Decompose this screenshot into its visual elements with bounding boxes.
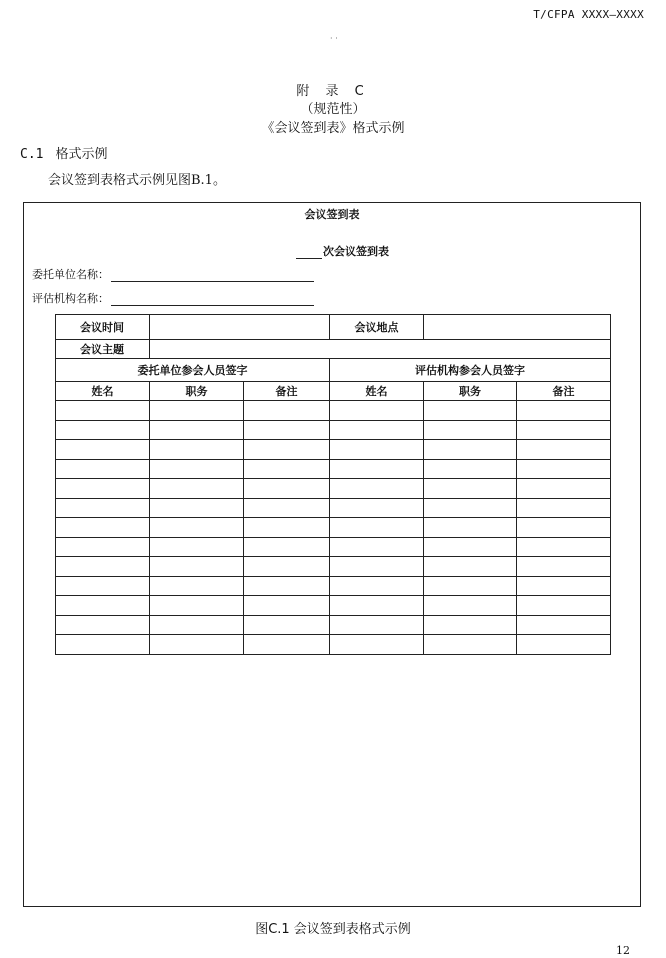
meeting-topic-label: 会议主题 bbox=[56, 340, 150, 359]
blank-row bbox=[56, 401, 611, 421]
blank-cell bbox=[517, 615, 611, 635]
blank-cell bbox=[56, 440, 150, 460]
blank-cell bbox=[150, 635, 244, 655]
col-remark-1: 备注 bbox=[244, 382, 330, 401]
blank-cell bbox=[517, 576, 611, 596]
col-name-2: 姓名 bbox=[330, 382, 424, 401]
blank-cell bbox=[330, 420, 424, 440]
blank-cell bbox=[56, 498, 150, 518]
blank-cell bbox=[244, 615, 330, 635]
section-title: 格式示例 bbox=[55, 147, 108, 162]
blank-cell bbox=[244, 518, 330, 538]
blank-cell bbox=[56, 401, 150, 421]
meeting-topic-row bbox=[56, 340, 611, 359]
blank-cell bbox=[424, 635, 517, 655]
assess-org-line bbox=[111, 293, 314, 306]
blank-cell bbox=[56, 479, 150, 499]
blank-cell bbox=[517, 440, 611, 460]
blank-row bbox=[56, 518, 611, 538]
blank-cell bbox=[150, 576, 244, 596]
blank-cell bbox=[56, 635, 150, 655]
blank-cell bbox=[150, 518, 244, 538]
assess-org-label: 评估机构名称： bbox=[32, 292, 109, 305]
blank-cell bbox=[330, 498, 424, 518]
blank-row bbox=[56, 557, 611, 577]
blank-cell bbox=[330, 459, 424, 479]
section-heading bbox=[20, 143, 108, 162]
sign-in-table bbox=[55, 314, 611, 655]
blank-cell bbox=[244, 635, 330, 655]
blank-cell bbox=[244, 479, 330, 499]
blank-cell bbox=[56, 576, 150, 596]
blank-row bbox=[56, 576, 611, 596]
blank-row bbox=[56, 498, 611, 518]
blank-cell bbox=[517, 498, 611, 518]
blank-cell bbox=[517, 401, 611, 421]
blank-cell bbox=[150, 420, 244, 440]
blank-cell bbox=[517, 479, 611, 499]
session-number-blank bbox=[296, 248, 322, 259]
blank-cell bbox=[244, 596, 330, 616]
blank-cell bbox=[330, 576, 424, 596]
blank-cell bbox=[56, 557, 150, 577]
blank-cell bbox=[150, 557, 244, 577]
blank-row bbox=[56, 635, 611, 655]
blank-cell bbox=[150, 479, 244, 499]
blank-cell bbox=[56, 615, 150, 635]
blank-cell bbox=[244, 420, 330, 440]
blank-cell bbox=[244, 576, 330, 596]
blank-row bbox=[56, 479, 611, 499]
session-label: 次会议签到表 bbox=[323, 245, 389, 258]
blank-cell bbox=[330, 557, 424, 577]
blank-cell bbox=[150, 596, 244, 616]
blank-cell bbox=[244, 557, 330, 577]
blank-cell bbox=[56, 537, 150, 557]
document-number: T/CFPA XXXX—XXXX bbox=[533, 8, 644, 21]
blank-cell bbox=[517, 459, 611, 479]
appendix-type: （规范性） bbox=[300, 102, 366, 117]
entrust-sign-header: 委托单位参会人员签字 bbox=[56, 359, 330, 382]
entrust-unit-line bbox=[111, 269, 314, 282]
signature-group-row bbox=[56, 359, 611, 382]
meeting-place-cell bbox=[424, 315, 611, 340]
blank-cell bbox=[517, 537, 611, 557]
session-title bbox=[296, 243, 389, 259]
blank-cell bbox=[424, 615, 517, 635]
meeting-topic-cell bbox=[150, 340, 611, 359]
meeting-time-label: 会议时间 bbox=[56, 315, 150, 340]
blank-cell bbox=[517, 518, 611, 538]
blank-cell bbox=[244, 537, 330, 557]
blank-cell bbox=[150, 537, 244, 557]
col-title-1: 职务 bbox=[150, 382, 244, 401]
blank-cell bbox=[517, 420, 611, 440]
blank-cell bbox=[244, 440, 330, 460]
blank-cell bbox=[330, 537, 424, 557]
blank-cell bbox=[424, 440, 517, 460]
blank-cell bbox=[330, 518, 424, 538]
header-marks: · · bbox=[330, 34, 338, 43]
figure-caption: 图C.1 会议签到表格式示例 bbox=[255, 922, 411, 937]
blank-cell bbox=[244, 498, 330, 518]
blank-cell bbox=[424, 498, 517, 518]
blank-row bbox=[56, 459, 611, 479]
blank-cell bbox=[150, 440, 244, 460]
entrust-unit-field bbox=[32, 266, 314, 282]
meeting-info-row bbox=[56, 315, 611, 340]
blank-cell bbox=[424, 479, 517, 499]
entrust-unit-label: 委托单位名称： bbox=[32, 268, 109, 281]
blank-cell bbox=[424, 518, 517, 538]
blank-cell bbox=[150, 498, 244, 518]
blank-cell bbox=[56, 420, 150, 440]
blank-cell bbox=[424, 537, 517, 557]
column-header-row bbox=[56, 382, 611, 401]
blank-cell bbox=[424, 459, 517, 479]
blank-cell bbox=[244, 401, 330, 421]
appendix-title: 附 录 C bbox=[296, 84, 370, 99]
blank-cell bbox=[150, 459, 244, 479]
blank-cell bbox=[424, 420, 517, 440]
col-title-2: 职务 bbox=[424, 382, 517, 401]
blank-cell bbox=[424, 557, 517, 577]
blank-cell bbox=[330, 479, 424, 499]
col-remark-2: 备注 bbox=[517, 382, 611, 401]
meeting-time-cell bbox=[150, 315, 330, 340]
blank-cell bbox=[150, 401, 244, 421]
blank-cell bbox=[330, 596, 424, 616]
col-name-1: 姓名 bbox=[56, 382, 150, 401]
blank-cell bbox=[56, 518, 150, 538]
blank-cell bbox=[330, 440, 424, 460]
meeting-place-label: 会议地点 bbox=[330, 315, 424, 340]
assess-sign-header: 评估机构参会人员签字 bbox=[330, 359, 611, 382]
blank-cell bbox=[424, 576, 517, 596]
blank-row bbox=[56, 537, 611, 557]
blank-cell bbox=[244, 459, 330, 479]
blank-row bbox=[56, 615, 611, 635]
blank-row bbox=[56, 596, 611, 616]
blank-cell bbox=[517, 635, 611, 655]
blank-cell bbox=[330, 635, 424, 655]
body-paragraph: 会议签到表格式示例见图B.1。 bbox=[48, 173, 226, 188]
blank-cell bbox=[150, 615, 244, 635]
blank-cell bbox=[330, 615, 424, 635]
blank-cell bbox=[330, 401, 424, 421]
blank-cell bbox=[56, 459, 150, 479]
page-number: 12 bbox=[616, 944, 630, 957]
blank-cell bbox=[517, 596, 611, 616]
appendix-name: 《会议签到表》格式示例 bbox=[261, 121, 405, 136]
blank-row bbox=[56, 440, 611, 460]
blank-cell bbox=[517, 557, 611, 577]
blank-row bbox=[56, 420, 611, 440]
blank-cell bbox=[56, 596, 150, 616]
blank-cell bbox=[424, 401, 517, 421]
section-number: C.1 bbox=[20, 147, 44, 162]
assess-org-field bbox=[32, 290, 314, 306]
blank-cell bbox=[424, 596, 517, 616]
form-title: 会议签到表 bbox=[304, 208, 360, 221]
